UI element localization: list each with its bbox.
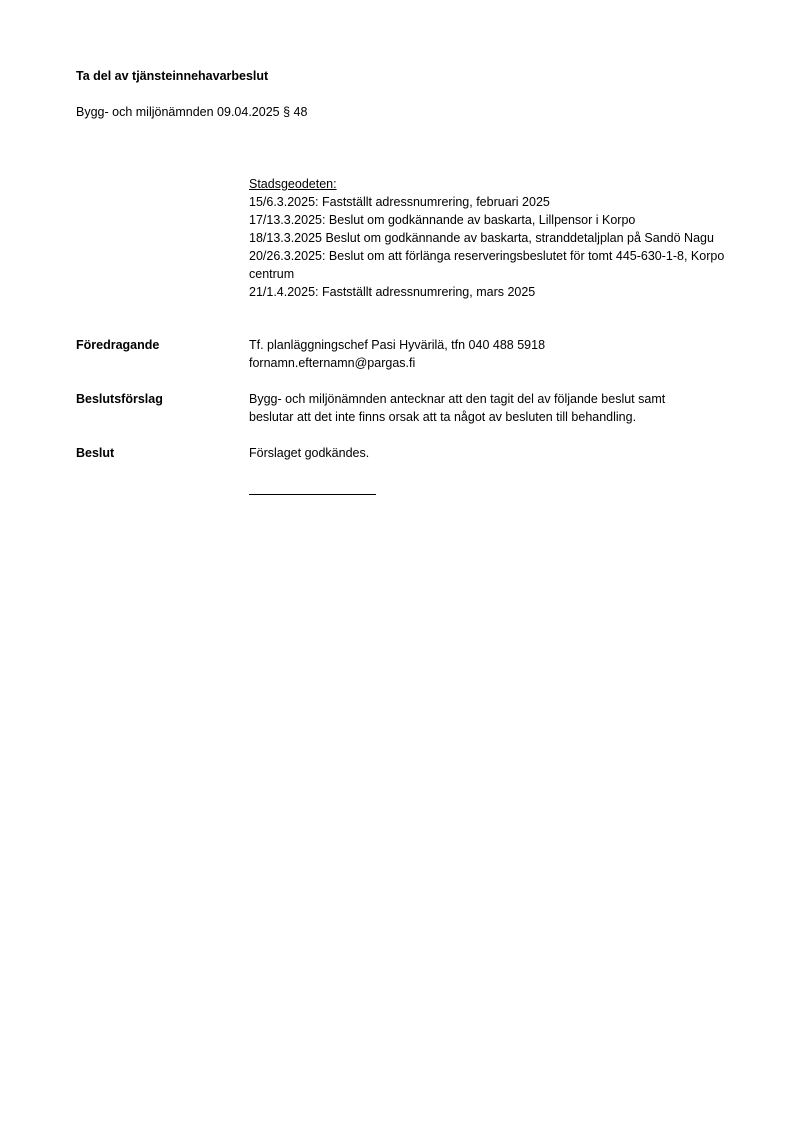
decision-item: 18/13.3.2025 Beslut om godkännande av baskarta, stranddetaljplan på Sandö Nagu — [249, 231, 714, 245]
proposal-text: Bygg- och miljönämnden antecknar att den tagit del av följande beslut samt beslutar att det inte finns orsak att ta något av besluten till behandling. — [249, 392, 666, 424]
meeting-reference: Bygg- och miljönämnden 09.04.2025 § 48 — [76, 105, 308, 119]
decision-label: Beslut — [76, 446, 115, 460]
presenter-email: fornamn.efternamn@pargas.fi — [249, 356, 416, 370]
decision-item: 17/13.3.2025: Beslut om godkännande av baskarta, Lillpensor i Korpo — [249, 213, 636, 227]
decision-item: 15/6.3.2025: Fastställt adressnumrering, februari 2025 — [249, 195, 550, 209]
document-title: Ta del av tjänsteinnehavarbeslut — [76, 69, 269, 83]
presenter-details — [249, 336, 739, 372]
decisions-list — [249, 175, 739, 301]
decision-text: Förslaget godkändes. — [249, 446, 370, 460]
presenter-name-phone: Tf. planläggningschef Pasi Hyvärilä, tfn 040 488 5918 — [249, 338, 546, 352]
decisions-heading: Stadsgeodeten: — [249, 177, 337, 191]
signature-line — [249, 494, 376, 495]
decision-item: 21/1.4.2025: Fastställt adressnumrering, mars 2025 — [249, 285, 536, 299]
presenter-label: Föredragande — [76, 338, 160, 352]
decision-item: 20/26.3.2025: Beslut om att förlänga reserveringsbeslutet för tomt 445-630-1-8, Korpo centrum — [249, 249, 725, 281]
proposal-label: Beslutsförslag — [76, 392, 163, 406]
